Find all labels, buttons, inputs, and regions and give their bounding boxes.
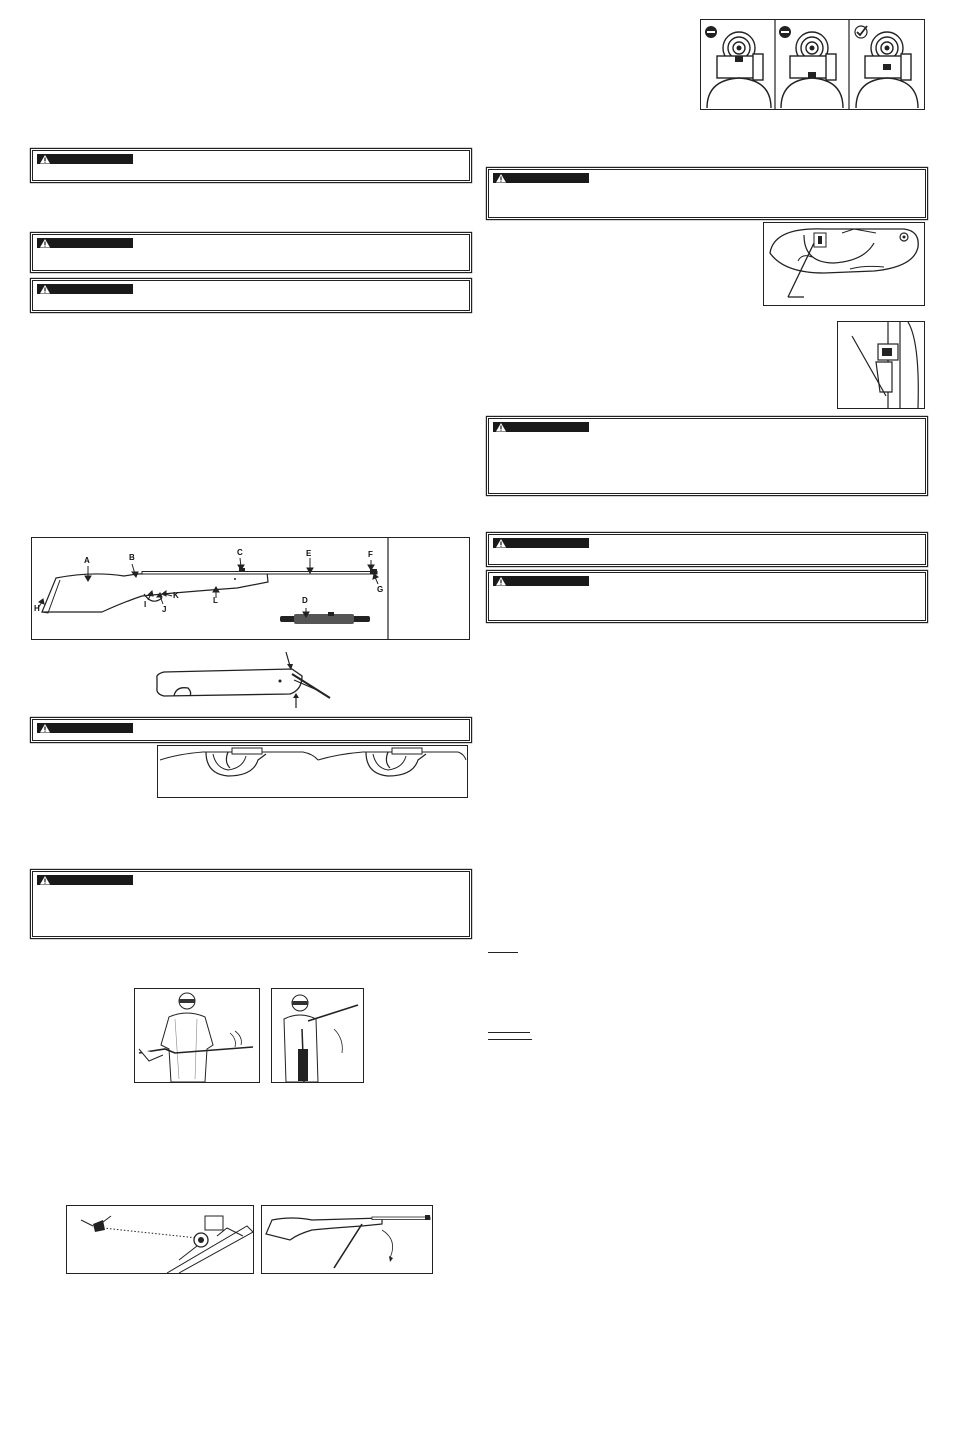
trigger-closeup-illustration xyxy=(764,223,924,305)
warning-bar xyxy=(37,284,133,294)
warning-bar xyxy=(493,422,589,432)
target-comparison-illustration xyxy=(701,20,924,109)
section-underline-1 xyxy=(488,952,518,953)
shooter-cocking-figure xyxy=(134,988,260,1083)
warning-bar xyxy=(493,173,589,183)
rifle-forend-illustration xyxy=(152,650,342,710)
label-J: J xyxy=(162,605,167,614)
broken-barrel-rifle-illustration xyxy=(262,1206,432,1273)
rifle-parts-diagram xyxy=(31,537,470,640)
section-underline-2 xyxy=(488,1032,530,1033)
warning-box-7 xyxy=(488,418,926,494)
warning-triangle-icon xyxy=(39,723,51,733)
warning-box-1 xyxy=(32,150,470,181)
label-L: L xyxy=(213,596,218,605)
label-E: E xyxy=(306,549,312,558)
warning-triangle-icon xyxy=(39,875,51,885)
rifle-illustration xyxy=(32,538,469,639)
warning-triangle-icon xyxy=(39,284,51,294)
label-F: F xyxy=(368,550,373,559)
warning-box-9 xyxy=(488,572,926,621)
target-grouping-panel xyxy=(700,19,925,110)
warning-box-6 xyxy=(488,169,926,218)
target-sighting-illustration xyxy=(67,1206,253,1273)
warning-box-5 xyxy=(32,871,470,937)
warning-box-4 xyxy=(32,719,470,741)
label-H: H xyxy=(34,604,40,613)
label-I: I xyxy=(144,600,147,609)
warning-bar xyxy=(37,238,133,248)
person-with-rifle-illustration xyxy=(135,989,259,1082)
label-A: A xyxy=(84,556,90,565)
warning-triangle-icon xyxy=(495,538,507,548)
shooter-loading-figure xyxy=(271,988,364,1083)
label-K: K xyxy=(173,591,179,600)
barrel-lock-figure xyxy=(837,321,925,409)
section-underline-3 xyxy=(488,1039,532,1040)
person-breaking-barrel-illustration xyxy=(272,989,363,1082)
warning-bar xyxy=(37,723,133,733)
warning-bar xyxy=(37,154,133,164)
trigger-illustration xyxy=(158,746,467,797)
cocked-rifle-figure xyxy=(261,1205,433,1274)
breech-closeup-illustration xyxy=(838,322,924,408)
label-G: G xyxy=(377,585,384,594)
trigger-safety-figure xyxy=(157,745,468,798)
trigger-group-figure xyxy=(763,222,925,306)
warning-bar xyxy=(37,875,133,885)
warning-triangle-icon xyxy=(495,173,507,183)
warning-box-3 xyxy=(32,280,470,311)
warning-triangle-icon xyxy=(495,576,507,586)
label-C: C xyxy=(237,548,243,557)
sight-alignment-figure xyxy=(66,1205,254,1274)
warning-box-2 xyxy=(32,234,470,271)
label-B: B xyxy=(129,553,135,562)
warning-bar xyxy=(493,576,589,586)
warning-triangle-icon xyxy=(39,238,51,248)
warning-triangle-icon xyxy=(39,154,51,164)
warning-triangle-icon xyxy=(495,422,507,432)
label-D: D xyxy=(302,596,308,605)
warning-bar xyxy=(493,538,589,548)
warning-box-8 xyxy=(488,534,926,565)
